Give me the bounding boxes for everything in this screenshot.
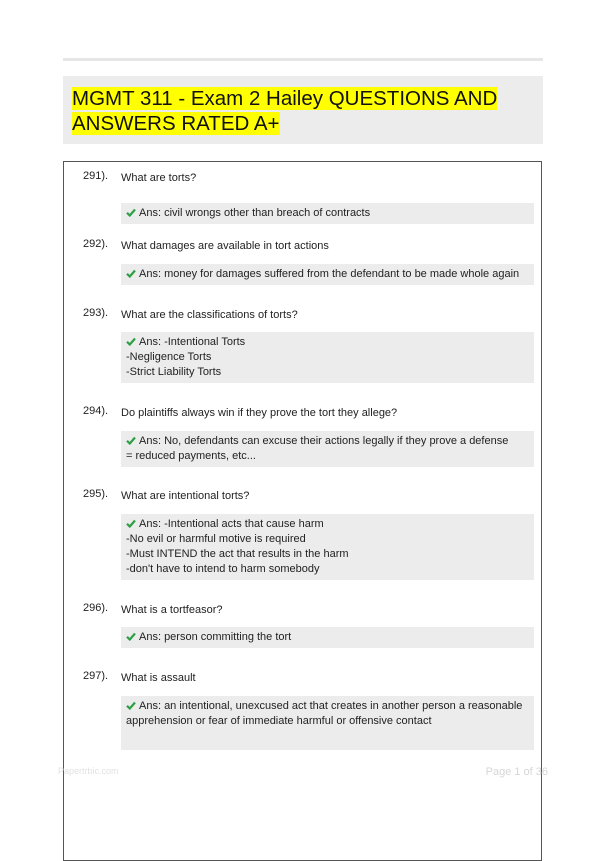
answer-text: Ans: -Intentional acts that cause harm (139, 518, 324, 530)
answer-text: -Negligence Torts (126, 351, 212, 363)
question-text: What is assault (121, 672, 196, 684)
question-text: What are the classifications of torts? (121, 309, 298, 321)
answer-text: apprehension or fear of immediate harmful or offensive contact (126, 715, 432, 727)
answer-text: Ans: civil wrongs other than breach of contracts (139, 207, 371, 219)
answer-text: Ans: -Intentional Torts (139, 336, 246, 348)
answer-box (121, 264, 534, 285)
answer-box (121, 514, 534, 580)
question-number: 291). (83, 170, 109, 182)
page-number: Page 1 of 36 (485, 766, 548, 778)
page-title (72, 86, 532, 136)
answer-text: -No evil or harmful motive is required (126, 533, 306, 545)
checkmark-icon (126, 337, 136, 346)
question-number: 296). (83, 602, 109, 614)
qa-list (63, 161, 542, 861)
question-text: Do plaintiffs always win if they prove the tort they allege? (121, 407, 398, 419)
question-text: What is a tortfeasor? (121, 604, 223, 616)
question-text: What are torts? (121, 172, 197, 184)
title-banner (63, 76, 543, 144)
answer-box (121, 431, 534, 467)
answer-text: -don't have to intend to harm somebody (126, 563, 320, 575)
answer-text: -Must INTEND the act that results in the harm (126, 548, 349, 560)
checkmark-icon (126, 519, 136, 528)
answer-text: Ans: person committing the tort (139, 631, 292, 643)
footer-watermark: Papertrbic.com (58, 766, 119, 776)
question-number: 295). (83, 488, 109, 500)
question-text: What damages are available in tort actions (121, 240, 329, 252)
question-number: 293). (83, 307, 109, 319)
answer-box (121, 203, 534, 224)
answer-text: Ans: No, defendants can excuse their actions legally if they prove a defense (139, 435, 509, 447)
checkmark-icon (126, 632, 136, 641)
checkmark-icon (126, 269, 136, 278)
checkmark-icon (126, 701, 136, 710)
question-number: 292). (83, 238, 109, 250)
answer-text: = reduced payments, etc... (126, 450, 256, 462)
answer-box (121, 696, 534, 750)
answer-box (121, 627, 534, 648)
answer-text: -Strict Liability Torts (126, 366, 222, 378)
page-title-text: MGMT 311 - Exam 2 Hailey QUESTIONS AND ANSWERS RATED A+ (72, 87, 498, 135)
answer-box (121, 332, 534, 383)
question-number: 294). (83, 405, 109, 417)
question-number: 297). (83, 670, 109, 682)
top-divider (63, 58, 543, 61)
answer-text: Ans: an intentional, unexcused act that creates in another person a reasonable (139, 700, 523, 712)
question-text: What are intentional torts? (121, 490, 250, 502)
checkmark-icon (126, 208, 136, 217)
checkmark-icon (126, 436, 136, 445)
answer-text: Ans: money for damages suffered from the defendant to be made whole again (139, 268, 520, 280)
